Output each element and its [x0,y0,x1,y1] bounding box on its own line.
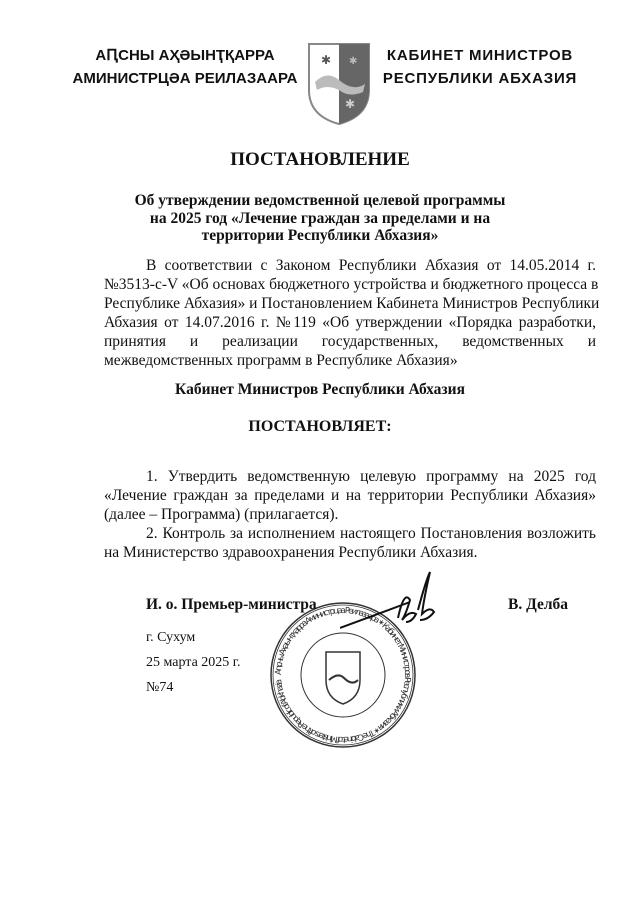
signatory-role: И. о. Премьер-министра [146,596,317,613]
resolution-items [104,467,596,562]
handwritten-signature [340,570,440,640]
preamble-line: В соответствии с Законом Республики Абхазия от 14.05.2014 г. [146,257,596,274]
document-subject [0,192,640,245]
header-right-line1: КАБИНЕТ МИНИСТРОВ [386,47,574,64]
svg-text:Аԥсны Аҳәынҭқарра Аминистрцәа: Аԥсны Аҳәынҭқарра Аминистрцәа Реилазаара ✶ Кабинет Министров Республики Абхазия ✶ The Cabinet of Ministers of the Republic of Abkhazia [273,605,413,745]
preamble-line: Республике Абхазия» и Постановлением Кабинета Министров Республики [104,295,600,312]
date: 25 марта 2025 г. [146,655,241,670]
resolves-heading: ПОСТАНОВЛЯЕТ: [248,418,392,435]
preamble-paragraph [104,256,600,370]
svg-text:✱: ✱ [321,53,332,67]
document-title: ПОСТАНОВЛЕНИЕ [230,149,410,170]
header-right [375,44,585,90]
item-line: (далее – Программа) (прилагается). [104,506,339,523]
svg-text:✱: ✱ [349,56,358,67]
subject-line: на 2025 год «Лечение граждан за пределами и на [149,209,491,227]
header-left-line2: АМИНИСТРЦӘА РЕИЛАЗААРА [72,70,298,87]
subject-line: Об утверждении ведомственной целевой программы [134,192,506,209]
item-line: «Лечение граждан за пределами и на территории Республики Абхазия» [104,487,596,504]
preamble-line: принятия и реализации государственных, ведомственных и [104,333,596,350]
header-left-line1: АԤСНЫ АҲӘЫНҬҚАРРА [95,47,275,64]
preamble-line: межведомственных программ в Республике Абхазия» [104,352,458,369]
signatory-name: В. Делба [508,596,569,613]
issuer-heading: Кабинет Министров Республики Абхазия [175,381,465,398]
preamble-line: Абхазия от 14.07.2016 г. №119 «Об утверждении «Порядка разработки, [104,314,596,331]
document-number: №74 [146,680,174,695]
preamble-line: №3513-с-V «Об основах бюджетного устройства и бюджетного процесса в [104,276,599,293]
svg-text:✱: ✱ [345,97,356,111]
item-line: на Министерство здравоохранения Республики Абхазия. [104,544,478,561]
coat-of-arms-emblem [305,40,373,126]
item-line: 2. Контроль за исполнением настоящего Постановления возложить [146,525,596,542]
subject-line: территории Республики Абхазия» [201,227,439,244]
item-line: 1. Утвердить ведомственную целевую программу на 2025 год [146,468,596,485]
header-left [60,44,310,90]
header-right-line2: РЕСПУБЛИКИ АБХАЗИЯ [382,70,578,87]
city: г. Сухум [146,630,196,645]
